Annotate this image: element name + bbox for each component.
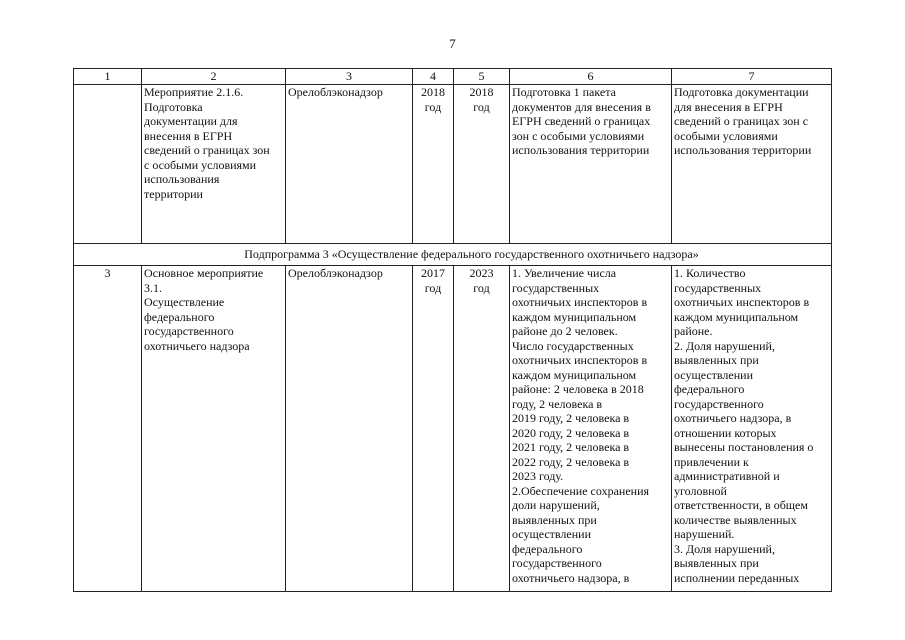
- table-row-measure-2-1-6: [74, 85, 832, 244]
- subprogram-row: [74, 244, 832, 266]
- cell-end-year: 2018 год: [454, 85, 510, 244]
- page-number: 7: [449, 36, 456, 51]
- cell-executor: Орелоблэконадзор: [286, 266, 413, 592]
- header-col-4: 4: [413, 69, 454, 85]
- subprogram-title: Подпрограмма 3 «Осуществление федерального государственного охотничьего надзора»: [74, 244, 832, 266]
- header-col-2: 2: [142, 69, 286, 85]
- cell-number: [74, 85, 142, 244]
- header-col-1: 1: [74, 69, 142, 85]
- cell-start-year: 2018 год: [413, 85, 454, 244]
- header-col-7: 7: [672, 69, 832, 85]
- cell-indicator: Подготовка документации для внесения в ЕГРН сведений о границах зон с особыми условиями использования территории: [672, 85, 832, 244]
- cell-measure-name: Мероприятие 2.1.6. Подготовка документации для внесения в ЕГРН сведений о границах зон с особыми условиями использования территории: [142, 85, 286, 244]
- header-col-5: 5: [454, 69, 510, 85]
- header-col-3: 3: [286, 69, 413, 85]
- cell-end-year: 2023 год: [454, 266, 510, 592]
- cell-executor: Орелоблэконадзор: [286, 85, 413, 244]
- measures-table: [73, 68, 832, 592]
- cell-start-year: 2017 год: [413, 266, 454, 592]
- cell-expected-result: 1. Увеличение числа государственных охотничьих инспекторов в каждом муниципальном районе до 2 человек. Число государственных охотничьих инспекторов в каждом муниципальном районе: 2 человека в 2018 году, 2 человека в 2019 году, 2 человека в 2020 году, 2 человека в 2021 году, 2 человека в 2022 году, 2 человека в 2023 году. 2.Обеспечение сохранения доли нарушений, выявленных при осуществлении федерального государственного охотничьего надзора, в: [510, 266, 672, 592]
- cell-indicator: 1. Количество государственных охотничьих инспекторов в каждом муниципальном районе. 2. Доля нарушений, выявленных при осуществлении федерального государственного охотничьего надзора, в отношении которых вынесены постановления о привлечении к административной и уголовной ответственности, в общем количестве выявленных нарушений. 3. Доля нарушений, выявленных при исполнении переданных: [672, 266, 832, 592]
- header-col-6: 6: [510, 69, 672, 85]
- header-row: [74, 69, 832, 85]
- cell-measure-name: Основное мероприятие 3.1. Осуществление федерального государственного охотничьего надзора: [142, 266, 286, 592]
- cell-number: 3: [74, 266, 142, 592]
- table-row-measure-3-1: [74, 266, 832, 592]
- cell-expected-result: Подготовка 1 пакета документов для внесения в ЕГРН сведений о границах зон с особыми условиями использования территории: [510, 85, 672, 244]
